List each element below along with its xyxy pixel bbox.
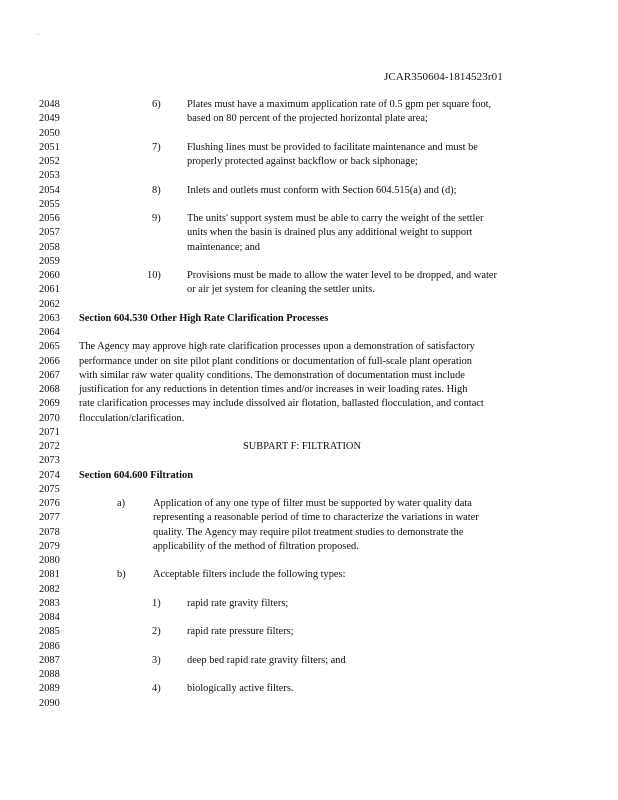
line-number: 2071 xyxy=(39,426,60,438)
item-text: Plates must have a maximum application rate of 0.5 gpm per square foot, xyxy=(187,99,492,110)
line-number: 2056 xyxy=(39,213,60,224)
document-line xyxy=(0,412,618,426)
document-line xyxy=(0,597,618,611)
document-line xyxy=(0,141,618,155)
item-marker: 4) xyxy=(152,683,161,695)
paragraph-text: The Agency may approve high rate clarification processes upon a demonstration of satisfactory xyxy=(79,341,475,353)
paragraph-text: rate clarification processes may include dissolved air flotation, ballasted flocculation, and contact xyxy=(79,398,484,410)
line-number: 2081 xyxy=(39,569,60,581)
document-line xyxy=(0,198,618,212)
paragraph-text: with similar raw water quality conditions. The demonstration of documentation must include xyxy=(79,369,465,381)
item-marker: 10) xyxy=(147,270,161,281)
document-code-header: JCAR350604-1814523r01 xyxy=(384,71,503,83)
document-line xyxy=(0,568,618,582)
document-line xyxy=(0,326,618,340)
item-text: deep bed rapid rate gravity filters; and xyxy=(187,654,346,666)
document-line xyxy=(0,226,618,240)
document-line xyxy=(0,369,618,383)
line-number: 2078 xyxy=(39,526,60,538)
document-line xyxy=(0,241,618,255)
item-text: The units' support system must be able to carry the weight of the settler xyxy=(187,213,484,224)
item-text: or air jet system for cleaning the settler units. xyxy=(187,284,375,296)
document-line xyxy=(0,397,618,411)
subsection-marker: a) xyxy=(117,498,126,509)
document-line xyxy=(0,469,618,483)
document-line xyxy=(0,127,618,141)
line-number: 2088 xyxy=(39,669,60,680)
document-line xyxy=(0,255,618,269)
line-number: 2053 xyxy=(39,170,60,182)
subsection-text: applicability of the method of filtration proposed. xyxy=(153,540,359,552)
document-line xyxy=(0,611,618,625)
item-text: units when the basin is drained plus any additional weight to support xyxy=(187,227,473,239)
document-line xyxy=(0,668,618,682)
item-text: Flushing lines must be provided to facilitate maintenance and must be xyxy=(187,141,478,153)
document-line xyxy=(0,540,618,554)
item-marker: 8) xyxy=(152,184,161,196)
document-body xyxy=(0,98,618,711)
line-number: 2072 xyxy=(39,441,60,452)
line-number: 2063 xyxy=(39,312,60,324)
line-number: 2068 xyxy=(39,384,60,395)
line-number: 2050 xyxy=(39,127,60,139)
item-text: biologically active filters. xyxy=(187,683,294,695)
document-line xyxy=(0,355,618,369)
line-number: 2080 xyxy=(39,555,60,566)
document-line xyxy=(0,625,618,639)
document-line xyxy=(0,155,618,169)
line-number: 2070 xyxy=(39,412,60,424)
section-heading: Section 604.530 Other High Rate Clarification Processes xyxy=(79,312,329,324)
line-number: 2087 xyxy=(39,654,60,666)
item-text: based on 80 percent of the projected horizontal plate area; xyxy=(187,113,428,125)
document-line xyxy=(0,184,618,198)
document-line xyxy=(0,554,618,568)
subpart-heading: SUBPART F: FILTRATION xyxy=(243,441,361,452)
line-number: 2062 xyxy=(39,298,60,310)
subsection-text: representing a reasonable period of time to characterize the variations in water xyxy=(153,512,479,524)
document-line xyxy=(0,497,618,511)
line-number: 2079 xyxy=(39,540,60,552)
document-line xyxy=(0,98,618,112)
document-line xyxy=(0,269,618,283)
document-line xyxy=(0,340,618,354)
document-line xyxy=(0,298,618,312)
line-number: 2049 xyxy=(39,113,60,125)
line-number: 2089 xyxy=(39,683,60,695)
document-line xyxy=(0,312,618,326)
scan-marks: . , xyxy=(36,30,41,36)
subsection-text: quality. The Agency may require pilot treatment studies to demonstrate the xyxy=(153,526,464,538)
line-number: 2074 xyxy=(39,469,60,481)
document-line xyxy=(0,454,618,468)
document-line xyxy=(0,426,618,440)
line-number: 2085 xyxy=(39,626,60,638)
document-line xyxy=(0,511,618,525)
line-number: 2064 xyxy=(39,327,60,338)
line-number: 2076 xyxy=(39,498,60,509)
document-line xyxy=(0,526,618,540)
document-line xyxy=(0,654,618,668)
subsection-marker: b) xyxy=(117,569,126,581)
line-number: 2051 xyxy=(39,141,60,153)
document-line xyxy=(0,640,618,654)
line-number: 2066 xyxy=(39,355,60,367)
document-line xyxy=(0,169,618,183)
item-marker: 1) xyxy=(152,597,161,609)
item-text: maintenance; and xyxy=(187,241,260,253)
subsection-text: Application of any one type of filter must be supported by water quality data xyxy=(153,498,472,509)
line-number: 2073 xyxy=(39,455,60,467)
item-text: Inlets and outlets must conform with Section 604.515(a) and (d); xyxy=(187,184,457,196)
document-line xyxy=(0,697,618,711)
item-text: rapid rate gravity filters; xyxy=(187,597,289,609)
item-text: Provisions must be made to allow the water level to be dropped, and water xyxy=(187,270,497,281)
paragraph-text: flocculation/clarification. xyxy=(79,412,185,424)
document-line xyxy=(0,483,618,497)
item-text: properly protected against backflow or back siphonage; xyxy=(187,156,418,167)
item-marker: 7) xyxy=(152,141,161,153)
line-number: 2069 xyxy=(39,398,60,410)
line-number: 2060 xyxy=(39,270,60,281)
line-number: 2052 xyxy=(39,156,60,167)
line-number: 2075 xyxy=(39,483,60,495)
line-number: 2057 xyxy=(39,227,60,239)
line-number: 2082 xyxy=(39,583,60,595)
document-line xyxy=(0,112,618,126)
line-number: 2077 xyxy=(39,512,60,524)
line-number: 2086 xyxy=(39,640,60,652)
line-number: 2055 xyxy=(39,198,60,210)
line-number: 2090 xyxy=(39,697,60,709)
line-number: 2054 xyxy=(39,184,60,196)
document-line xyxy=(0,212,618,226)
document-line xyxy=(0,440,618,454)
line-number: 2065 xyxy=(39,341,60,353)
line-number: 2061 xyxy=(39,284,60,296)
paragraph-text: justification for any reductions in detention times and/or increases in weir loading rates. High xyxy=(79,384,468,395)
document-line xyxy=(0,383,618,397)
line-number: 2048 xyxy=(39,99,60,110)
item-marker: 6) xyxy=(152,99,161,110)
line-number: 2084 xyxy=(39,612,60,623)
line-number: 2067 xyxy=(39,369,60,381)
document-line xyxy=(0,283,618,297)
paragraph-text: performance under on site pilot plant conditions or documentation of full-scale plant operation xyxy=(79,355,472,367)
item-text: rapid rate pressure filters; xyxy=(187,626,294,638)
line-number: 2083 xyxy=(39,597,60,609)
document-line xyxy=(0,682,618,696)
subsection-text: Acceptable filters include the following types: xyxy=(153,569,346,581)
item-marker: 2) xyxy=(152,626,161,638)
section-heading: Section 604.600 Filtration xyxy=(79,469,193,481)
item-marker: 9) xyxy=(152,213,161,224)
line-number: 2059 xyxy=(39,255,60,267)
item-marker: 3) xyxy=(152,654,161,666)
document-line xyxy=(0,583,618,597)
line-number: 2058 xyxy=(39,241,60,253)
